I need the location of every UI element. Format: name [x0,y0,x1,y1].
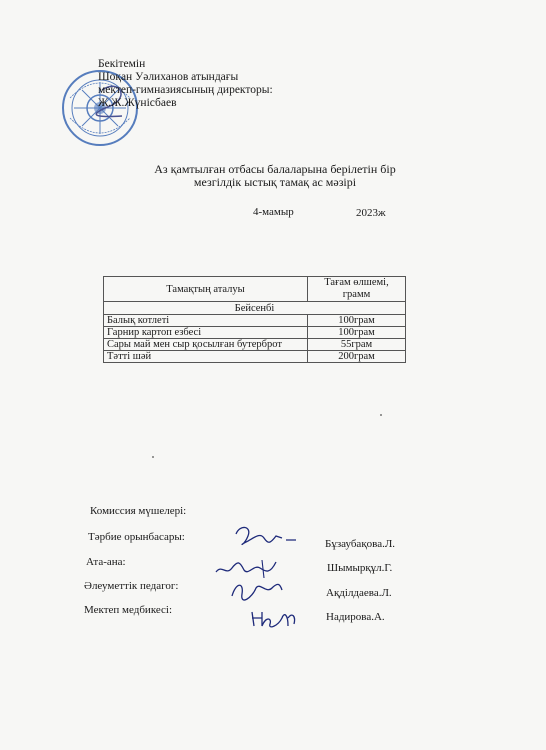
member-name: Шымырқұл.Г. [327,562,393,574]
dish-weight: 100грам [308,315,406,327]
table-row [104,351,406,363]
member-name: Надирова.А. [326,611,385,623]
approval-block [98,58,273,110]
member-role: Ата-ана: [86,556,126,568]
approval-line-1: Бекітемін [98,58,146,70]
dish-weight: 200грам [308,351,406,363]
member-role: Мектеп медбикесі: [84,604,173,616]
dish-name: Тәтті шәй [104,351,308,363]
approval-line-3: мектеп-гимназиясының директоры: [98,84,273,96]
header-portion: Тағам өлшемі, грамм [308,277,406,302]
table-day-row [104,302,406,315]
table-row [104,339,406,351]
signature-1-icon [230,522,300,550]
table-row [104,315,406,327]
dish-name: Гарнир картоп езбесі [104,327,308,339]
signature-4-icon [248,606,298,630]
menu-year: 2023ж [356,207,386,219]
approval-line-2: Шоқан Уәлиханов атындағы [98,71,239,83]
approval-line-4: Ж.Ж.Жүнісбаев [98,97,177,109]
member-role: Тәрбие орынбасары: [88,531,185,543]
dish-weight: 55грам [308,339,406,351]
dish-name: Сары май мен сыр қосылған бутерброт [104,339,308,351]
table-header-row [104,277,406,302]
signature-3-icon [228,578,284,602]
menu-table [103,276,406,363]
member-name: Бұзаубақова.Л. [325,538,396,550]
day-label: Бейсенбі [104,302,406,315]
document-title: Аз қамтылған отбасы балаларына берілетін бір мезгілдік ыстық тамақ ас мәзірі [154,162,396,189]
header-dish-name: Тамақтың аталуы [104,277,308,302]
dish-name: Балық котлеті [104,315,308,327]
dish-weight: 100грам [308,327,406,339]
commission-title: Комиссия мүшелері: [90,505,187,517]
member-name: Ақділдаева.Л. [326,587,392,599]
menu-date: 4-мамыр [253,206,294,218]
table-row [104,327,406,339]
speck [380,414,382,416]
member-role: Әлеуметтік педагог: [84,580,179,592]
speck [152,456,154,458]
